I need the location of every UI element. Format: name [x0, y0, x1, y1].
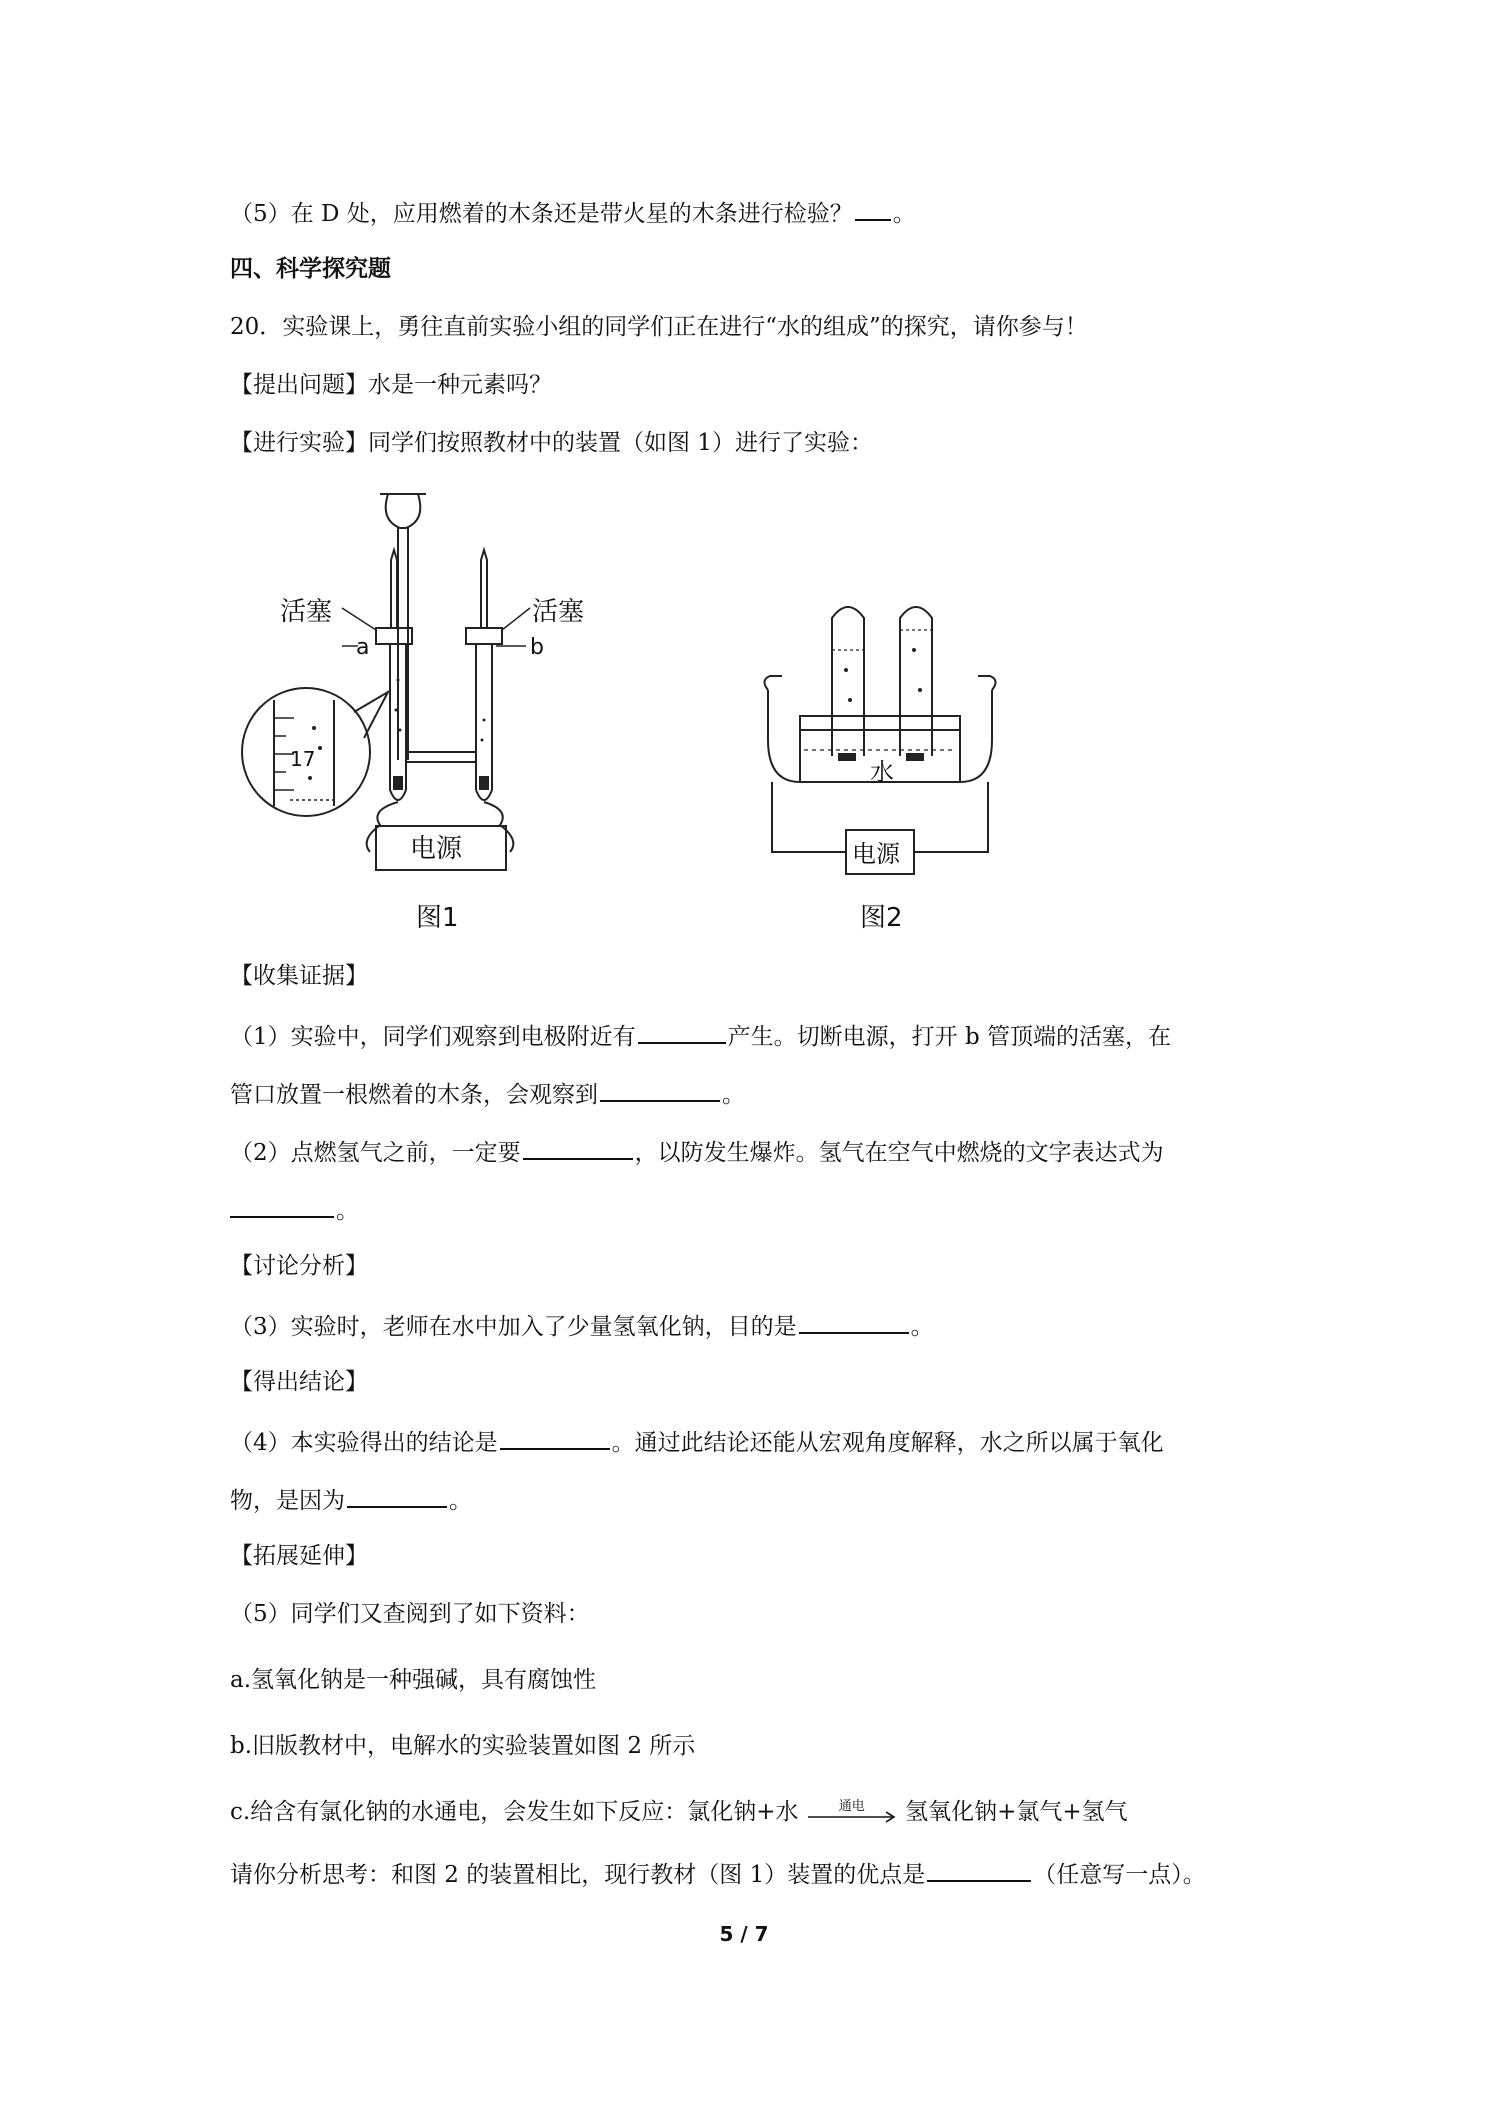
answer-blank[interactable]	[500, 1424, 610, 1450]
q5-prev: （5）在 D 处，应用燃着的木条还是带火星的木条进行检验？ 。	[230, 195, 916, 230]
figure-1	[230, 480, 610, 935]
answer-blank[interactable]	[230, 1192, 334, 1218]
item-b: b.旧版教材中，电解水的实验装置如图 2 所示	[230, 1733, 696, 1759]
answer-blank[interactable]	[347, 1482, 447, 1508]
item-c: c.给含有氯化钠的水通电，会发生如下反应：氯化钠+水 通电 氢氧化钠+氯气+氢气	[230, 1796, 1128, 1828]
q20-p4-line1: （4）本实验得出的结论是 。通过此结论还能从宏观角度解释，水之所以属于氧化	[230, 1424, 1164, 1459]
electrolysis-condition: 通电	[838, 1799, 865, 1814]
q20-intro: 20．实验课上，勇往直前实验小组的同学们正在进行“水的组成”的探究，请你参与！	[230, 314, 1088, 340]
item-a: a.氢氧化钠是一种强碱，具有腐蚀性	[230, 1667, 597, 1693]
conclusion-heading: 【得出结论】	[230, 1369, 368, 1395]
q20-p2-line2: 。	[230, 1192, 359, 1227]
answer-blank[interactable]	[600, 1076, 720, 1102]
q20-p2-line1: （2）点燃氢气之前，一定要 ，以防发生爆炸。氢气在空气中燃烧的文字表达式为	[230, 1134, 1164, 1169]
q20-p1-line1: （1）实验中，同学们观察到电极附近有 产生。切断电源，打开 b 管顶端的活塞，在	[230, 1018, 1171, 1053]
section-title: 四、科学探究题	[230, 255, 391, 282]
answer-blank[interactable]	[638, 1018, 726, 1044]
q20-p5: （5）同学们又查阅到了如下资料：	[230, 1601, 590, 1627]
collect-heading: 【收集证据】	[230, 963, 368, 989]
stopcock-right-label: 活塞	[532, 597, 585, 627]
q20-p5-question: 请你分析思考：和图 2 的装置相比，现行教材（图 1）装置的优点是 （任意写一点）。	[230, 1856, 1206, 1891]
q20-ask: 【提出问题】水是一种元素吗？	[230, 372, 552, 398]
power-label-2: 电源	[852, 840, 900, 868]
tube-b-label: b	[530, 635, 544, 660]
q20-experiment: 【进行实验】同学们按照教材中的装置（如图 1）进行了实验：	[230, 430, 873, 456]
page-number: 5 / 7	[719, 1922, 769, 1946]
discuss-heading: 【讨论分析】	[230, 1253, 368, 1279]
q20-p1-line2: 管口放置一根燃着的木条，会观察到 。	[230, 1076, 745, 1111]
tube-a-label: a	[356, 635, 370, 660]
answer-blank[interactable]	[855, 195, 891, 221]
answer-blank[interactable]	[927, 1856, 1031, 1882]
answer-blank[interactable]	[799, 1308, 909, 1334]
q20-p4-line2: 物，是因为 。	[230, 1482, 472, 1517]
water-label: 水	[870, 758, 894, 786]
stopcock-left-label: 活塞	[280, 597, 333, 627]
reaction-arrow	[806, 1799, 898, 1827]
scale-mark: 17	[290, 747, 316, 771]
figure-2	[760, 590, 1000, 935]
arrow-icon	[806, 1799, 898, 1827]
extend-heading: 【拓展延伸】	[230, 1543, 368, 1569]
answer-blank[interactable]	[523, 1134, 633, 1160]
power-label-1: 电源	[410, 834, 463, 864]
figure-2-caption: 图2	[860, 903, 903, 933]
figure-1-caption: 图1	[416, 903, 459, 933]
q20-p3: （3）实验时，老师在水中加入了少量氢氧化钠，目的是 。	[230, 1308, 934, 1343]
